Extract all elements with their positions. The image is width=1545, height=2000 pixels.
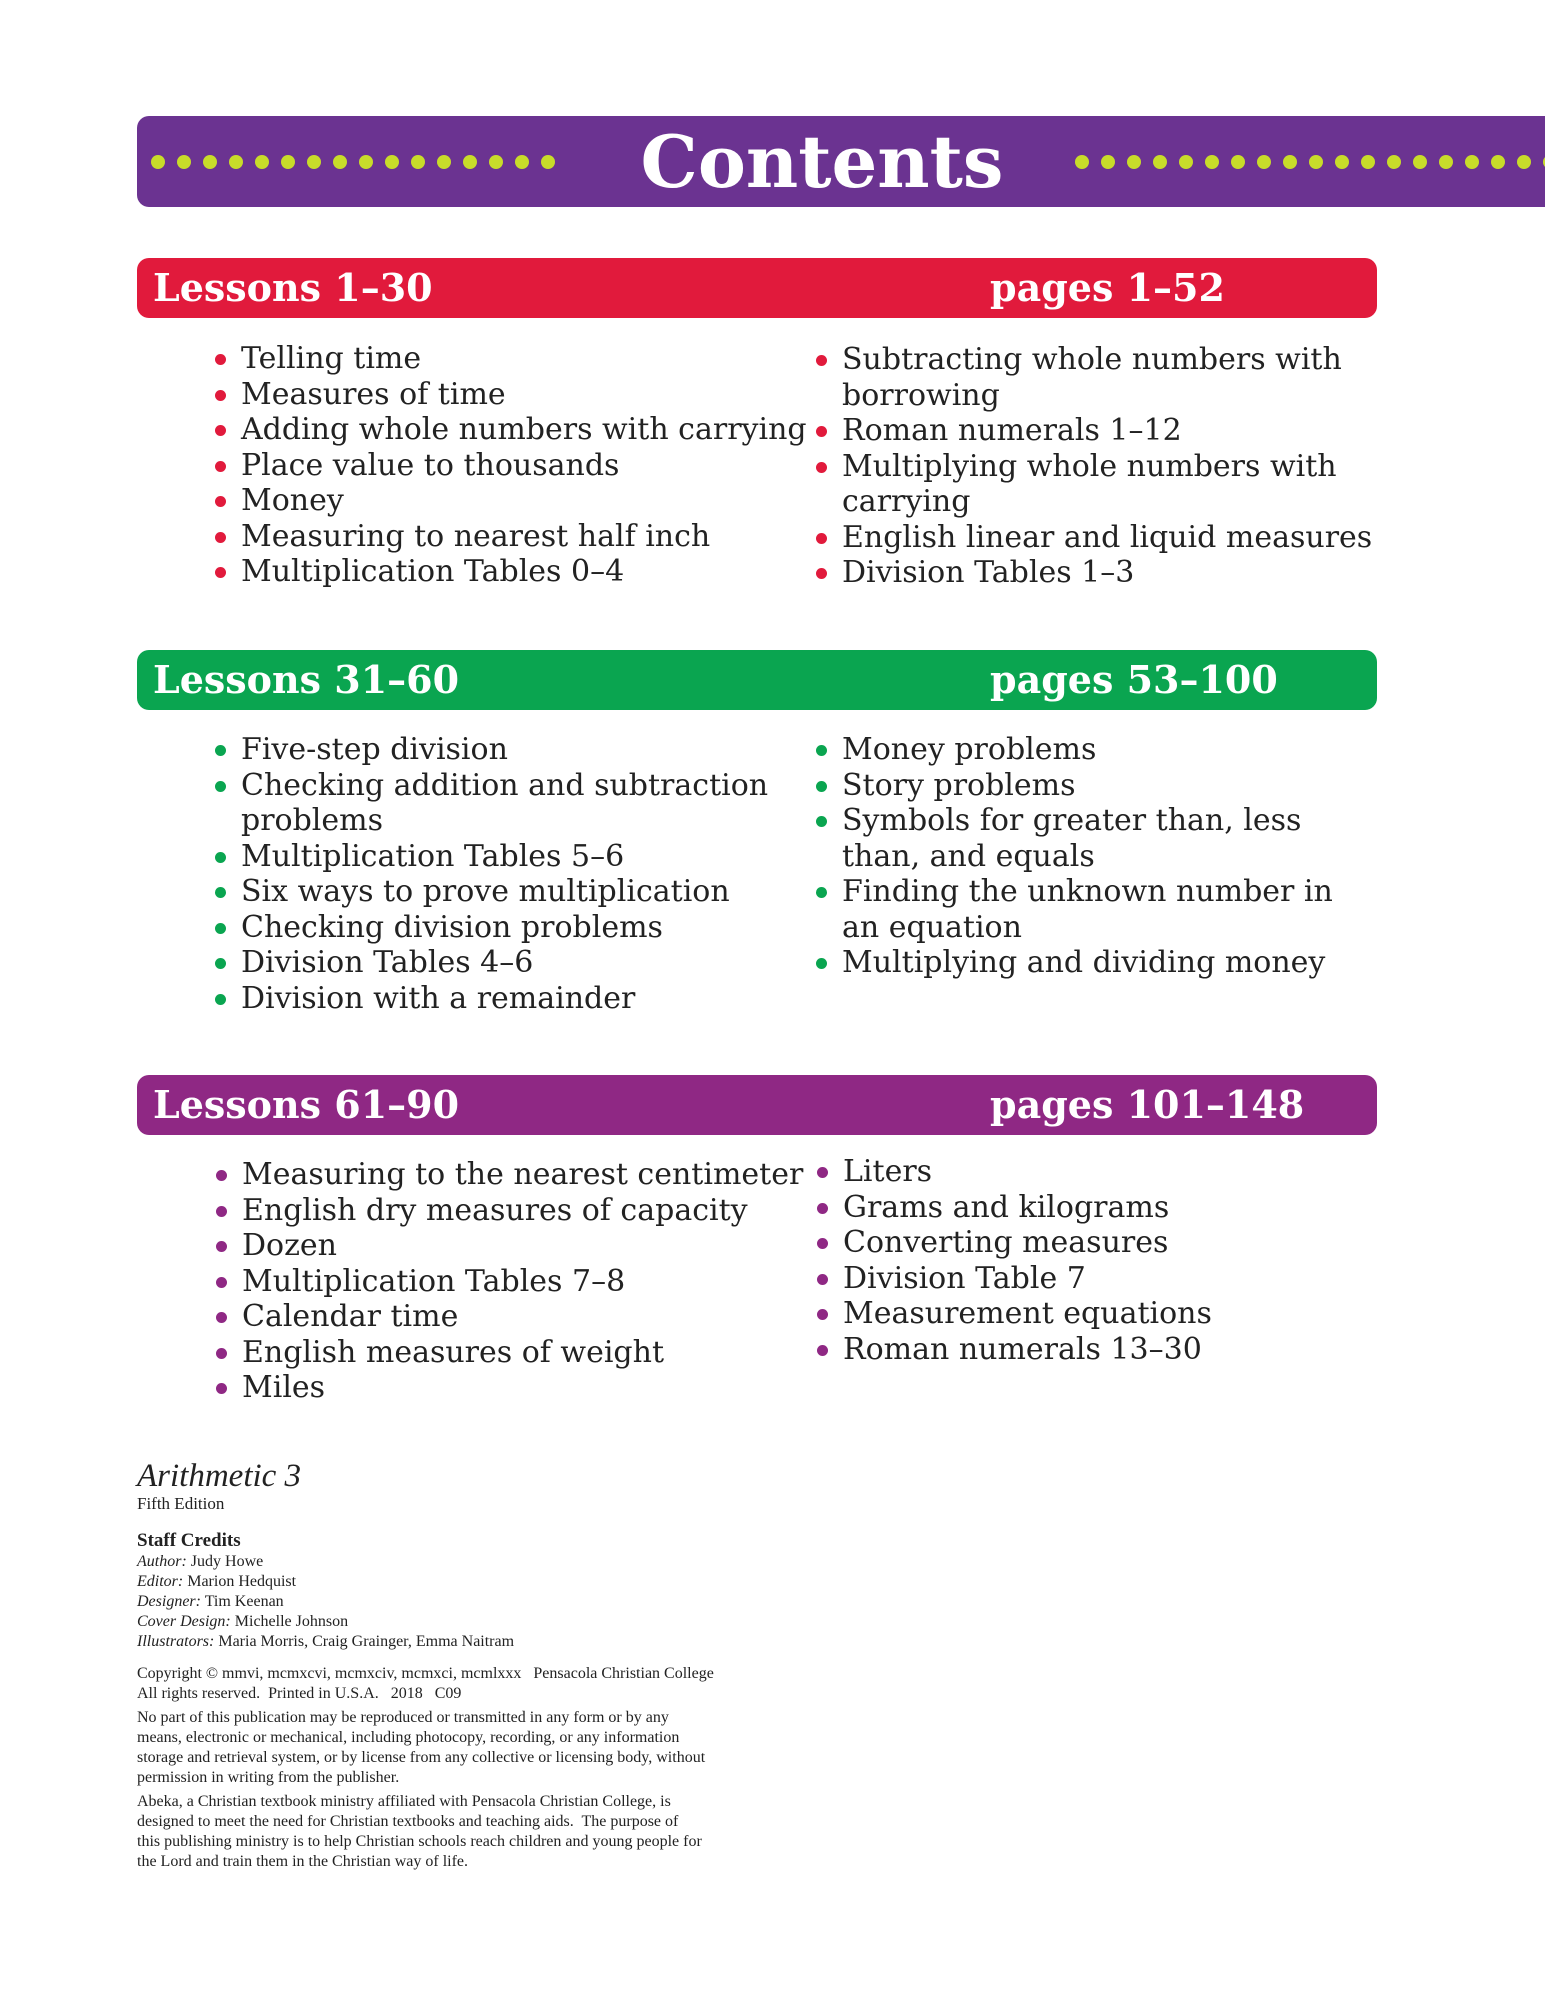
bullet-icon: [215, 923, 226, 934]
bullet-icon: [816, 533, 827, 544]
bullet-icon: [215, 496, 226, 507]
bullet-icon: [816, 887, 827, 898]
copyright-line: Copyright © mmvi, mcmxcvi, mcmxciv, mcmxci, mcmlxxx Pensacola Christian College: [137, 1665, 714, 1682]
decorative-dots-right: [1075, 116, 1545, 207]
bullet-icon: [817, 1309, 828, 1320]
bullet-icon: [215, 852, 226, 863]
about-line: this publishing ministry is to help Christian schools reach children and young people for: [137, 1833, 702, 1850]
list-item: Symbols for greater than, less than, and equals: [816, 803, 1376, 874]
list-item: Division Table 7: [817, 1261, 1212, 1297]
bullet-icon: [215, 390, 226, 401]
list-item: Miles: [216, 1370, 803, 1406]
list-item: Place value to thousands: [215, 448, 807, 484]
section-pages-label: pages 1–52: [990, 265, 1225, 310]
bullet-icon: [816, 568, 827, 579]
about-line: Abeka, a Christian textbook ministry affiliated with Pensacola Christian College, is: [137, 1793, 671, 1810]
list-item: Subtracting whole numbers with borrowing: [816, 342, 1356, 413]
staff-credits-heading: Staff Credits: [137, 1530, 241, 1551]
notice-line: means, electronic or mechanical, including photocopy, recording, or any information: [137, 1729, 680, 1746]
bullet-icon: [215, 781, 226, 792]
section-lessons-label: Lessons 61–90: [153, 1082, 460, 1127]
list-item: Measures of time: [215, 377, 807, 413]
section-header-lessons-1-30: [137, 258, 1377, 318]
topic-list-left: [216, 1157, 803, 1406]
list-item: Division Tables 4–6: [215, 945, 775, 981]
bullet-icon: [216, 1348, 227, 1359]
bullet-icon: [816, 462, 827, 473]
staff-credit-editor: Editor: Marion Hedquist: [137, 1573, 297, 1590]
list-item: Measuring to nearest half inch: [215, 519, 807, 555]
list-item: Liters: [817, 1154, 1212, 1190]
section-pages-label: pages 53–100: [990, 657, 1278, 702]
decorative-dots-left: [151, 116, 555, 207]
list-item: Division Tables 1–3: [816, 555, 1356, 591]
bullet-icon: [215, 958, 226, 969]
list-item: Calendar time: [216, 1299, 803, 1335]
about-line: the Lord and train them in the Christian way of life.: [137, 1853, 469, 1870]
staff-credit-author: Author: Judy Howe: [137, 1553, 264, 1570]
list-item: Measurement equations: [817, 1296, 1212, 1332]
bullet-icon: [215, 887, 226, 898]
list-item: Roman numerals 13–30: [817, 1332, 1212, 1368]
list-item: Money: [215, 483, 807, 519]
bullet-icon: [216, 1383, 227, 1394]
list-item: Converting measures: [817, 1225, 1212, 1261]
notice-line: storage and retrieval system, or by license from any collective or licensing body, without: [137, 1749, 706, 1766]
bullet-icon: [817, 1238, 828, 1249]
list-item: Roman numerals 1–12: [816, 413, 1356, 449]
topic-list-right: [816, 732, 1376, 981]
staff-credit-designer: Designer: Tim Keenan: [137, 1593, 284, 1610]
section-header-lessons-31-60: [137, 650, 1377, 710]
bullet-icon: [817, 1345, 828, 1356]
bullet-icon: [816, 816, 827, 827]
list-item: Measuring to the nearest centimeter: [216, 1157, 803, 1193]
bullet-icon: [216, 1241, 227, 1252]
contents-title-banner: [137, 116, 1545, 207]
list-item: Multiplication Tables 5–6: [215, 839, 775, 875]
list-item: Checking division problems: [215, 910, 775, 946]
list-item: Five-step division: [215, 732, 775, 768]
section-lessons-label: Lessons 31–60: [153, 657, 460, 702]
bullet-icon: [816, 355, 827, 366]
rights-line: All rights reserved. Printed in U.S.A. 2018 C09: [137, 1685, 462, 1702]
list-item: Finding the unknown number in an equation: [816, 874, 1376, 945]
bullet-icon: [817, 1274, 828, 1285]
book-title: Arithmetic 3: [137, 1458, 302, 1494]
bullet-icon: [215, 354, 226, 365]
list-item: Grams and kilograms: [817, 1190, 1212, 1226]
list-item: Multiplication Tables 0–4: [215, 554, 807, 590]
about-line: designed to meet the need for Christian textbooks and teaching aids. The purpose of: [137, 1813, 679, 1830]
bullet-icon: [816, 958, 827, 969]
staff-credit-illustrators: Illustrators: Maria Morris, Craig Grainger, Emma Naitram: [137, 1633, 515, 1650]
bullet-icon: [216, 1277, 227, 1288]
list-item: Telling time: [215, 341, 807, 377]
list-item: Dozen: [216, 1228, 803, 1264]
bullet-icon: [816, 781, 827, 792]
bullet-icon: [817, 1203, 828, 1214]
topic-list-right: [817, 1154, 1212, 1367]
notice-line: No part of this publication may be reproduced or transmitted in any form or by any: [137, 1709, 669, 1726]
bullet-icon: [216, 1170, 227, 1181]
bullet-icon: [817, 1167, 828, 1178]
list-item: Division with a remainder: [215, 981, 775, 1017]
list-item: English measures of weight: [216, 1335, 803, 1371]
notice-line: permission in writing from the publisher.: [137, 1769, 400, 1786]
list-item: Checking addition and subtraction problems: [215, 768, 775, 839]
bullet-icon: [215, 567, 226, 578]
bullet-icon: [215, 461, 226, 472]
list-item: Story problems: [816, 768, 1376, 804]
list-item: English linear and liquid measures: [816, 520, 1356, 556]
topic-list-left: [215, 341, 807, 590]
bullet-icon: [216, 1312, 227, 1323]
bullet-icon: [216, 1206, 227, 1217]
list-item: Six ways to prove multiplication: [215, 874, 775, 910]
bullet-icon: [215, 994, 226, 1005]
page-title: Contents: [640, 119, 1004, 204]
bullet-icon: [816, 745, 827, 756]
bullet-icon: [215, 745, 226, 756]
section-pages-label: pages 101–148: [990, 1082, 1305, 1127]
list-item: Multiplication Tables 7–8: [216, 1264, 803, 1300]
credits-block: [137, 1458, 837, 1872]
list-item: Multiplying and dividing money: [816, 945, 1376, 981]
bullet-icon: [816, 426, 827, 437]
edition-label: Fifth Edition: [137, 1494, 225, 1513]
list-item: English dry measures of capacity: [216, 1193, 803, 1229]
bullet-icon: [215, 532, 226, 543]
topic-list-left: [215, 732, 775, 1016]
section-header-lessons-61-90: [137, 1075, 1377, 1135]
bullet-icon: [215, 425, 226, 436]
section-lessons-label: Lessons 1–30: [153, 265, 433, 310]
list-item: Money problems: [816, 732, 1376, 768]
staff-credit-cover-design: Cover Design: Michelle Johnson: [137, 1613, 349, 1630]
list-item: Multiplying whole numbers with carrying: [816, 449, 1356, 520]
topic-list-right: [816, 342, 1373, 591]
list-item: Adding whole numbers with carrying: [215, 412, 807, 448]
